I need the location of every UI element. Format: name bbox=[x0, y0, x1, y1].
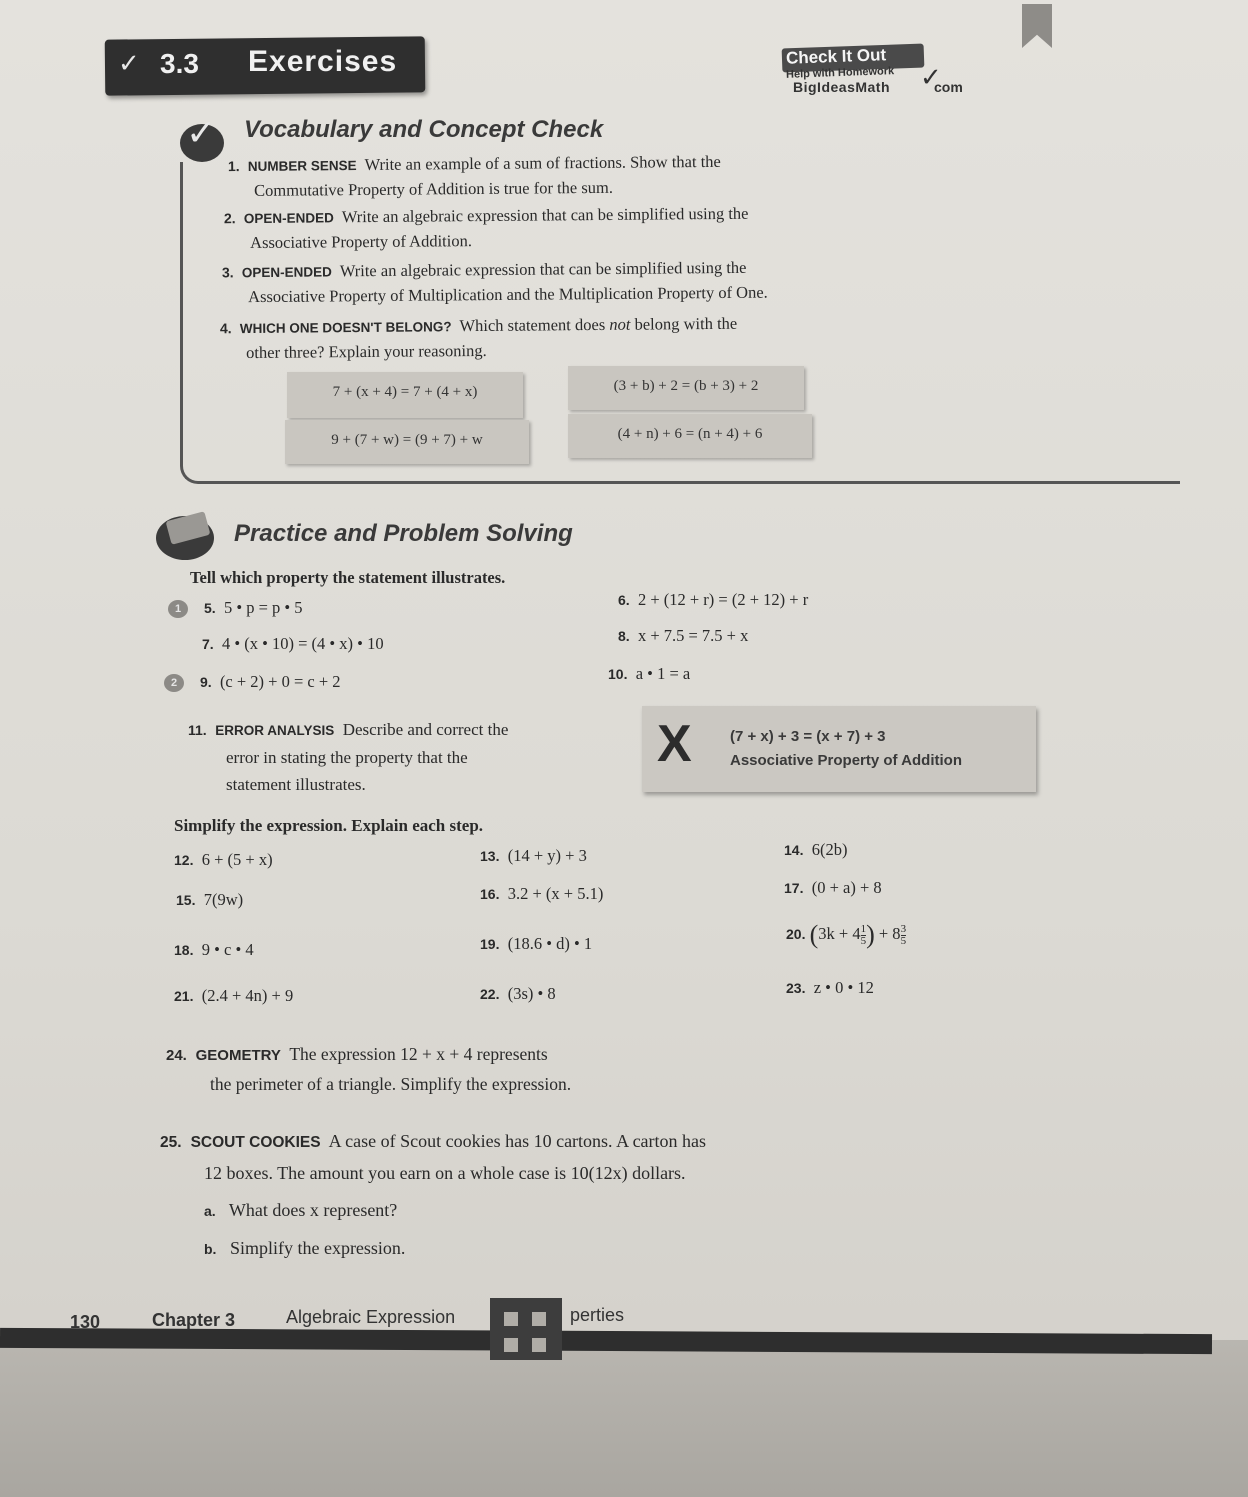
instruction-property: Tell which property the statement illustrates. bbox=[190, 568, 506, 587]
problem-8: 8. x + 7.5 = 7.5 + x bbox=[618, 626, 749, 645]
statement-box-3: 9 + (7 + w) = (9 + 7) + w bbox=[285, 420, 529, 464]
error-statement: (7 + x) + 3 = (x + 7) + 3 bbox=[730, 728, 886, 745]
chapter-title-left: Algebraic Expression bbox=[286, 1307, 456, 1327]
fraction-one-fifth: $\frac{1}{5}$ bbox=[860, 922, 867, 947]
error-analysis-box bbox=[642, 706, 1036, 792]
problem-25a: a. What does x represent? bbox=[204, 1200, 398, 1220]
site-suffix: com bbox=[934, 79, 963, 95]
problem-19: 19. (18.6 • d) • 1 bbox=[480, 934, 593, 953]
statement-box-4: (4 + n) + 6 = (n + 4) + 6 bbox=[568, 414, 812, 458]
problem-20: 20. (3k + 4 $\frac{1}{5}$ ) + 8 $\frac{3}{5}$ bbox=[786, 920, 907, 949]
section-number: 3.3 bbox=[160, 48, 199, 79]
vocab-tick-icon: ✓ bbox=[186, 112, 217, 153]
check-it-out-label: Check It Out bbox=[785, 45, 887, 68]
problem-14: 14. 6(2b) bbox=[784, 840, 848, 859]
chapter-label: Chapter 3 bbox=[152, 1310, 236, 1330]
problem-23: 23. z • 0 • 12 bbox=[786, 978, 874, 997]
problem-5: 5. 5 • p = p • 5 bbox=[204, 598, 303, 617]
problem-16: 16. 3.2 + (x + 5.1) bbox=[480, 884, 604, 903]
help-homework-label: Help with Homework bbox=[785, 65, 895, 81]
site-label: BigIdeasMath bbox=[793, 79, 891, 95]
problem-6: 6. 2 + (12 + r) = (2 + 12) + r bbox=[618, 590, 809, 609]
instruction-simplify: Simplify the expression. Explain each step. bbox=[174, 816, 484, 835]
problem-22: 22. (3s) • 8 bbox=[480, 984, 556, 1003]
problem-11: 11. ERROR ANALYSIS Describe and correct the error in stating the property that the statement illustrates. bbox=[188, 720, 509, 794]
error-x-mark: X bbox=[657, 715, 692, 773]
problem-18: 18. 9 • c • 4 bbox=[174, 940, 254, 959]
problem-25: 25. SCOUT COOKIES A case of Scout cookies has 10 cartons. A carton has 12 boxes. The amount you earn on a whole case is 10(12x) dollars. bbox=[160, 1131, 707, 1183]
problem-10: 10. a • 1 = a bbox=[608, 664, 691, 683]
bookmark-icon bbox=[1022, 4, 1052, 48]
problem-17: 17. (0 + a) + 8 bbox=[784, 878, 882, 897]
example-badge-2: 2 bbox=[164, 674, 184, 692]
grid-icon bbox=[490, 1298, 562, 1360]
check-icon: ✓ bbox=[118, 48, 140, 78]
section-title: Exercises bbox=[248, 45, 398, 78]
vocab-question-3: 3. OPEN-ENDED Write an algebraic expression that can be simplified using the Associative Property of Multiplication and the Multiplication Property of One. bbox=[221, 257, 768, 307]
example-badge-1: 1 bbox=[168, 600, 188, 618]
fraction-three-fifths: $\frac{3}{5}$ bbox=[900, 922, 907, 947]
problem-24: 24. GEOMETRY The expression 12 + x + 4 represents the perimeter of a triangle. Simplify the expression. bbox=[166, 1044, 572, 1094]
page-shadow bbox=[0, 1340, 1248, 1497]
checkmark-icon: ✓ bbox=[920, 62, 942, 92]
statement-box-2: (3 + b) + 2 = (b + 3) + 2 bbox=[568, 366, 804, 410]
vocab-question-4: 4. WHICH ONE DOESN'T BELONG? Which statement does not belong with the other three? Explain your reasoning. bbox=[219, 313, 738, 363]
vocab-heading: Vocabulary and Concept Check bbox=[244, 116, 604, 143]
problem-12: 12. 6 + (5 + x) bbox=[174, 850, 273, 869]
statement-box-1: 7 + (x + 4) = 7 + (4 + x) bbox=[287, 372, 523, 418]
vocab-question-1: 1. NUMBER SENSE Write an example of a sum of fractions. Show that the Commutative Property of Addition is true for the sum. bbox=[227, 151, 721, 200]
vocab-question-2: 2. OPEN-ENDED Write an algebraic expression that can be simplified using the Associative Property of Addition. bbox=[223, 203, 749, 253]
practice-heading: Practice and Problem Solving bbox=[234, 520, 573, 547]
problem-25b: b. Simplify the expression. bbox=[204, 1238, 406, 1258]
error-property-claim: Associative Property of Addition bbox=[730, 752, 962, 769]
problem-21: 21. (2.4 + 4n) + 9 bbox=[174, 986, 294, 1005]
problem-9: 9. (c + 2) + 0 = c + 2 bbox=[200, 672, 341, 691]
problem-13: 13. (14 + y) + 3 bbox=[480, 846, 587, 865]
page-number: 130 bbox=[70, 1312, 101, 1332]
problem-15: 15. 7(9w) bbox=[176, 890, 244, 909]
problem-7: 7. 4 • (x • 10) = (4 • x) • 10 bbox=[202, 634, 384, 653]
chapter-title-right: perties bbox=[570, 1305, 625, 1325]
